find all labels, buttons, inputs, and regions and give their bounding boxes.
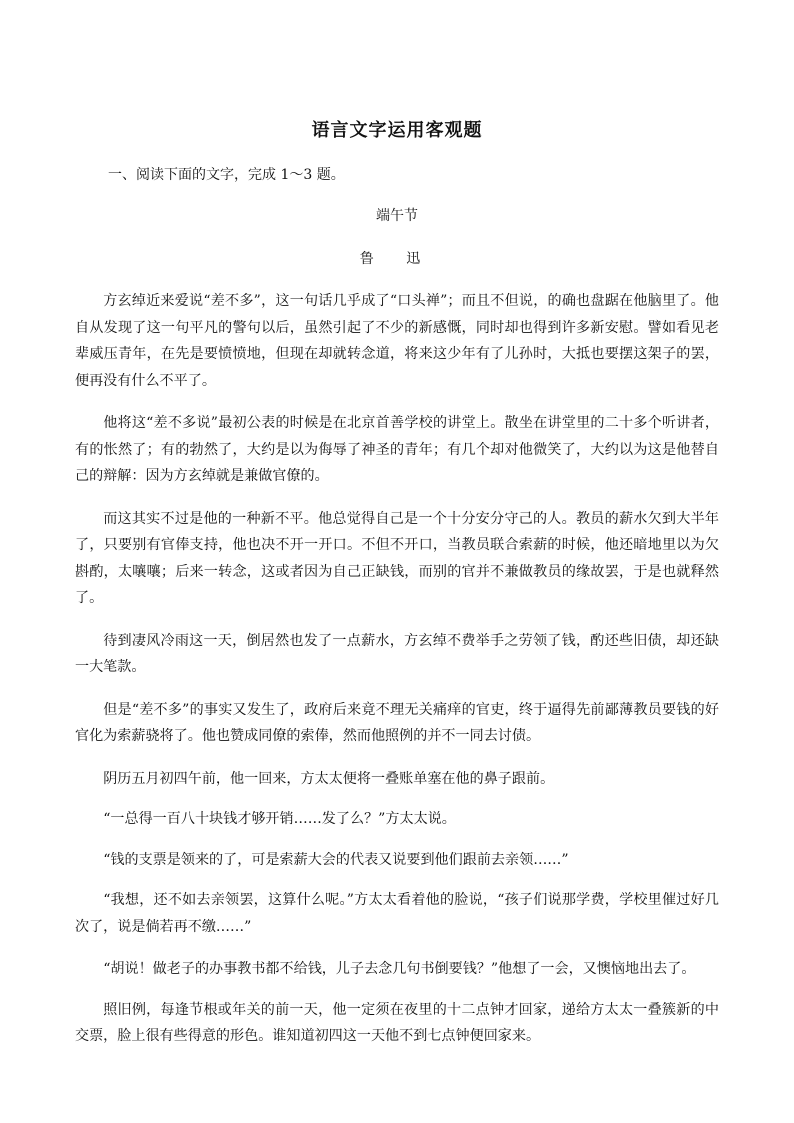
paragraph: 他将这“差不多说”最初公表的时候是在北京首善学校的讲堂上。散坐在讲堂里的二十多个听讲者，有的怅然了；有的勃然了，大约是以为侮辱了神圣的青年；有几个却对他微笑了，大约以为这是他替自己的辩解：因为方玄绰就是兼做官僚的。 [75,415,719,484]
paragraph: 但是“差不多”的事实又发生了，政府后来竟不理无关痛痒的官吏，终于逼得先前鄙薄教员要钱的好官化为索薪骁将了。他也赞成同僚的索俸，然而他照例的并不一同去讨债。 [75,701,719,744]
paragraph: “一总得一百八十块钱才够开销……发了么？”方太太说。 [103,811,456,827]
paragraph: 方玄绰近来爱说“差不多”，这一句话几乎成了“口头禅”；而且不但说，的确也盘踞在他脑里了。他自从发现了这一句平凡的警句以后，虽然引起了不少的新感慨，同时却也得到许多新安慰。譬如看见老辈威压青年，在先是要愤愤地，但现在却就转念道，将来这少年有了儿孙时，大抵也要摆这架子的罢，便再没有什么不平了。 [75,293,719,389]
story-body [75,288,719,1066]
paragraph: 待到凄风冷雨这一天，倒居然也发了一点薪水，方玄绰不费举手之劳领了钱，酌还些旧债，却还缺一大笔款。 [75,632,719,675]
paragraph: “钱的支票是领来的了，可是索薪大会的代表又说要到他们跟前去亲领……” [103,851,569,868]
paragraph: 阴历五月初四午前，他一回来，方太太便将一叠账单塞在他的鼻子跟前。 [103,770,555,787]
story-author: 鲁 迅 [359,251,435,267]
paragraph: “胡说！做老子的办事教书都不给钱，儿子去念几句书倒要钱？”他想了一会，又懊恼地出去了。 [103,961,696,977]
section-heading: 一、阅读下面的文字，完成 1～3 题。 [108,167,345,183]
story-title: 端午节 [376,208,418,224]
paragraph: “我想，还不如去亲领罢，这算什么呢。”方太太看着他的脸说，“孩子们说那学费，学校里催过好几次了，说是倘若再不缴……” [75,892,719,935]
paragraph: 照旧例，每逢节根或年关的前一天，他一定须在夜里的十二点钟才回家，递给方太太一叠簇新的中交票，脸上很有些得意的形色。谁知道初四这一天他不到七点钟便回家来。 [75,1001,719,1044]
paragraph: 而这其实不过是他的一种新不平。他总觉得自己是一个十分安分守己的人。教员的薪水欠到大半年了，只要别有官俸支持，他也决不开一开口。不但不开口，当教员联合索薪的时候，他还暗地里以为欠斟酌，太嚷嚷；后来一转念，这或者因为自己正缺钱，而别的官并不兼做教员的缘故罢，于是也就释然了。 [75,510,719,606]
document-title: 语言文字运用客观题 [311,120,483,141]
